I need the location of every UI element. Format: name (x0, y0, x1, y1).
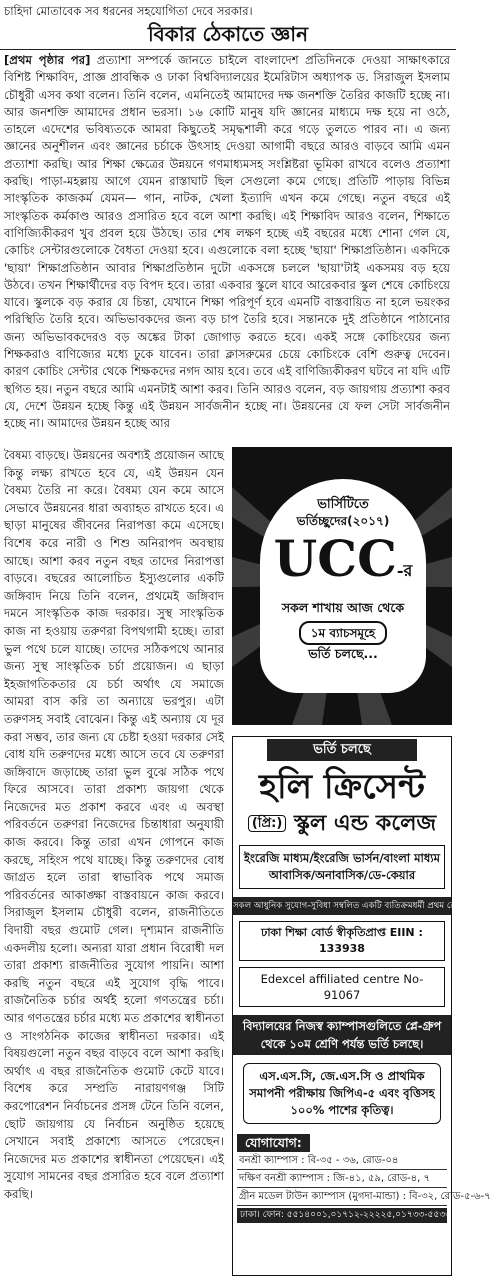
divider (0, 49, 456, 50)
contact-row: বনশ্রী ক্যাম্পাস : বি-৩৫ - ৩৬, রোড-০৪ (237, 1152, 447, 1170)
ucc-panel (260, 479, 426, 693)
medium-box (239, 845, 445, 889)
edexcel-box: Edexcel affiliated centre No-91067 (239, 967, 445, 1007)
contact-row: দক্ষিণ বনশ্রী ক্যাম্পাস : জি-৪১, ৫৯, রোড-৪, ৭ (237, 1170, 447, 1188)
school-name: হলি ক্রিসেন্ট (259, 767, 425, 807)
ucc-brand-suffix: -র (396, 561, 413, 580)
school-tag: (প্রি:) (248, 815, 287, 832)
medium-line-2: আবাসিক/অনাবাসিক/ডে-কেয়ার (268, 868, 416, 882)
ucc-line-1: ভার্সিটিতে (317, 497, 369, 512)
continuation-tag: [প্রথম পৃষ্ঠার পর] (4, 53, 91, 67)
medium-line-1: ইংরেজি মাধ্যম/ইংরেজি ভার্সন/বাংলা মাধ্যম (243, 851, 441, 865)
contact-section (237, 1132, 491, 1223)
admission-banner: ভর্তি চলছে (267, 739, 417, 761)
school-name-line-2 (233, 809, 451, 839)
article-paragraph: প্রত্যাশা সম্পর্কে জানতে চাইলে বাংলাদেশ প্রতিদিনকে দেওয়া সাক্ষাৎকারে বিশিষ্ট শিক্ষাবিদ, প্রাজ্ঞ প্রাবন্ধিক ও ঢাকা বিশ্ববিদ্যালয়ের ইমেরিটাস অধ্যাপক ড. সিরাজুল ইসলাম চৌধুরী এসব কথা বলেন। তিনি বলেন, এমনিতেই আমাদের দক্ষ জনশক্তি তৈরির কাজটি হচ্ছে না। আর জনশক্তি আমাদের প্রধান ভরসা। ১৬ কোটি মানুষ যদি জ্ঞানের মাধ্যমে দক্ষ হয়ে না ওঠে, তাহলে এদেশের ভবিষ্যতকে আমরা কিছুতেই সমৃদ্ধশালী করে গড়ে তুলতে পারব না। এ জন্য জ্ঞানের অনুশীলন এবং জ্ঞানের চর্চাকে উৎসাহ দেওয়া আগামী বছরে আরও বাড়বে আমি এমন প্রত্যাশা করছি। আর শিক্ষা ক্ষেত্রের উন্নয়নে গণমাধ্যমসহ সংশ্লিষ্টরা ভূমিকা রাখবে বলেও প্রত্যাশা করছি। পাড়া-মহল্লায় আগে যেমন রাস্তাঘাট ছিল সেগুলো কমে গেছে। প্রতিটি পাড়ায় বিভিন্ন সাংস্কৃতিক কাজকর্ম যেমন— গান, নাটক, খেলা ইত্যাদি এখন কমে গেছে। নতুন বছরে এই সাংস্কৃতিক কর্মকাণ্ড আরও প্রসারিত হবে বলে আশা করছি। এই শিক্ষাবিদ আরও বলেন, শিক্ষাতে বাণিজ্যিকীকরণ খুব প্রবল হয়ে উঠছে। তার শেষ লক্ষণ হচ্ছে এই বছরের মধ্যে শোনা গেল যে, কোচিং সেন্টারগুলোকে বৈধতা দেওয়া হবে। এগুলোকে বলা হচ্ছে 'ছায়া' শিক্ষাপ্রতিষ্ঠান। একদিকে 'ছায়া' শিক্ষাপ্রতিষ্ঠান আবার শিক্ষাপ্রতিষ্ঠান দুটো একসঙ্গে চললে 'ছায়া'টাই একসময় বড় হয়ে উঠবে। তখন শিক্ষার্থীদের বড় বিপদ হবে। তারা একবার স্কুলে যাবে আরেকবার স্কুল শেষে কোচিংয়ে যাবে। স্কুলকে বড় করার যে চিন্তা, যেখানে শিক্ষা পরিপূর্ণ হবে এমনটি বাস্তবায়িত না হলে ভয়ংকর পরিস্থিতি তৈরি হবে। অভিভাবকদের জন্য বড় চাপ তৈরি হবে। সন্তানকে দুই প্রতিষ্ঠানে পাঠানোর জন্য অভিভাবকদেরও বড় অঙ্কের টাকা জোগাড় করতে হবে। একই সঙ্গে কোচিংয়ের জন্য শিক্ষকরাও বাণিজ্যের মধ্যে ঢুকে যাবেন। তারা ক্লাসরুমের চেয়ে কোচিংকে বেশি গুরুত্ব দেবেন। কারণ কোচিং সেন্টার থেকে শিক্ষকদের নগদ আয় হবে। তবে এই বাণিজ্যিকীকরণ ঘটবে না যদি এটি স্থগিত হয়। নতুন বছরে আমি এমনটাই আশা করব। তিনি আরও বলেন, বড় জায়গায় প্রত্যাশা করব যে, দেশে উন্নয়ন হচ্ছে কিন্তু এই উন্নয়ন সার্বজনীন হচ্ছে না। উন্নয়নের যে ফল সেটা সার্বজনীন হচ্ছে না। আমাদের উন্নয়ন হচ্ছে আর (4, 53, 450, 431)
article-headline: বিকার ঠেকাতে জ্ঞান (147, 22, 309, 46)
article-body-full-width (4, 52, 450, 433)
eiin-box: ঢাকা শিক্ষা বোর্ড স্বীকৃতিপ্রাপ্ত EIIN : 133938 (239, 921, 445, 961)
campus-admission-bar: বিদ্যালয়ের নিজস্ব ক্যাম্পাসগুলিতে প্লে-গ্রুপ থেকে ১০ম শ্রেণি পর্যন্ত ভর্তি চলছে। (233, 1015, 451, 1055)
ucc-logo (260, 531, 426, 599)
ucc-advertisement (232, 447, 452, 725)
school-type: স্কুল এন্ড কলেজ (294, 811, 437, 836)
phone-bar: ঢাকা। ফোন: ৫৫১৪০০১,০১৭১২-২২২২৫,০১৭৩৩-৫৫৩৩৪৪। (237, 1208, 447, 1223)
ucc-brand: UCC (273, 529, 397, 588)
article-body-left-column: বৈষম্য বাড়ছে। উন্নয়নের অবশ্যই প্রয়োজন আছে কিন্তু লক্ষ্য রাখতে হবে যে, এই উন্নয়ন যেন বৈষম্য তৈরি না করে। বৈষম্য যেন কমে আসে সেভাবে উন্নয়নের ধারা অব্যাহত রাখতে হবে। এ ছাড়া মানুষের জীবনের নিরাপত্তা কমে এসেছে। বিশেষ করে নারী ও শিশু অনিরাপদ অবস্থায় আছে। আশা করব নতুন বছর তাদের নিরাপত্তা বাড়বে। বছরের আলোচিত ইস্যুগুলোর একটি জঙ্গিবাদ নিয়ে তিনি বলেন, প্রথমেই জঙ্গিবাদ দমনে সাংস্কৃতিক কাজ দরকার। সুস্থ সাংস্কৃতিক কাজ না হওয়ায় তরুণরা বিপথগামী হচ্ছে। তারা ভুল পথে চলে যাচ্ছে। তাদের সঠিকপথে আনার জন্য সুস্থ সাংস্কৃতিক চর্চা প্রয়োজন। এ ছাড়া ইহজাগতিকতার যে চর্চা অর্থাৎ যে সমাজে আমরা বাস করি তা অন্যায়ে ভরপুর। এটা তরুণসহ সবাই বোঝেন। কিন্তু এই অন্যায় যে দূর করা সম্ভব, তার জন্য যে চেষ্টা হওয়া দরকার সেই বোধ যদি তরুণদের মধ্যে আসে তবে যে তরুণরা জঙ্গিবাদে জড়াচ্ছে তারা ভুল বুঝে সঠিক পথে ফিরে আসবে। তারা প্রকাশ্য জায়গা থেকে নিজেদের মত প্রকাশ করবে এবং এ অবস্থা পরিবর্তনে তরুণরা নিজেদের চিন্তাধারা অনুযায়ী কাজ করবে। কিন্তু তারা এখন গোপনে কাজ করছে, সহিংস পথে যাচ্ছে। কিন্তু তরুণদের বোধ জাগ্রত হলে তারা স্বাভাবিক পথে সমাজ পরিবর্তনের আকাঙ্ক্ষা বাস্তবায়নে কাজ করবে। সিরাজুল ইসলাম চৌধুরী বলেন, রাজনীতিতে বিদায়ী বছর গুমোট গেল। দৃশ্যমান রাজনীতি একদলীয় হলো। অন্যরা যারা প্রধান বিরোধী দল তারা প্রকাশ্য রাজনীতির সুযোগ পায়নি। আশা করছি নতুন বছরে এই সুযোগ বৃদ্ধি পাবে। রাজনৈতিক চর্চার অর্থই হলো গণতন্ত্রের চর্চা। আর গণতন্ত্রের চর্চার মধ্যে মত প্রকাশের স্বাধীনতা ও সাংগঠনিক কাজের স্বাধীনতা দরকার। এই বিষয়গুলো নতুন বছর বাড়বে বলে আশা করছি। অর্থাৎ এ বছর রাজনৈতিক গুমোট কেটে যাবে। বিশেষ করে সম্প্রতি নারায়ণগঞ্জ সিটি করপোরেশন নির্বাচনের প্রসঙ্গ টেনে তিনি বলেন, ছোট জায়গায় যে নির্বাচন অনুষ্ঠিত হয়েছে সেখানে সবাই প্রকাশ্যে আসতে পেরেছেন। নিজেদের মত প্রকাশের স্বাধীনতা পেয়েছেন। এই সুযোগ সামনের বছর প্রসারিত হবে বলে প্রত্যাশা করছি। (4, 448, 224, 1201)
school-advertisement (232, 736, 503, 1276)
ucc-line-3: সকল শাখায় আজ থেকে (281, 600, 405, 615)
facility-bar: সকল আধুনিক সুযোগ-সুবিধা সম্বলিত একটি ব্যতিক্রমধর্মী প্রথম শ্রেণির বিদ্যালয়। (233, 897, 451, 915)
previous-article-line: চাহিদা মোতাবেক সব ধরনের সহযোগিতা দেবে সরকার। (4, 4, 253, 18)
ucc-line-2: ভর্তিচ্ছুদের(২০১৭) (296, 514, 390, 528)
result-box: এস.এস.সি, জে.এস.সি ও প্রাথমিক সমাপনী পরীক্ষায় জিপিএ-৫ এবং বৃত্তিসহ ১০০% পাশের কৃতিত্ব। (243, 1063, 441, 1124)
contact-title: যোগাযোগ: (237, 1134, 310, 1152)
ucc-line-4: ১ম ব্যাচসমূহে (299, 621, 387, 645)
contact-row: গ্রীন মডেল টাউন ক্যাম্পাস (মুগদা-মান্ডা) : বি-৩২, রোড-৫-৬-৭ (237, 1188, 447, 1206)
ucc-line-5: ভর্তি চলছে... (308, 646, 378, 661)
